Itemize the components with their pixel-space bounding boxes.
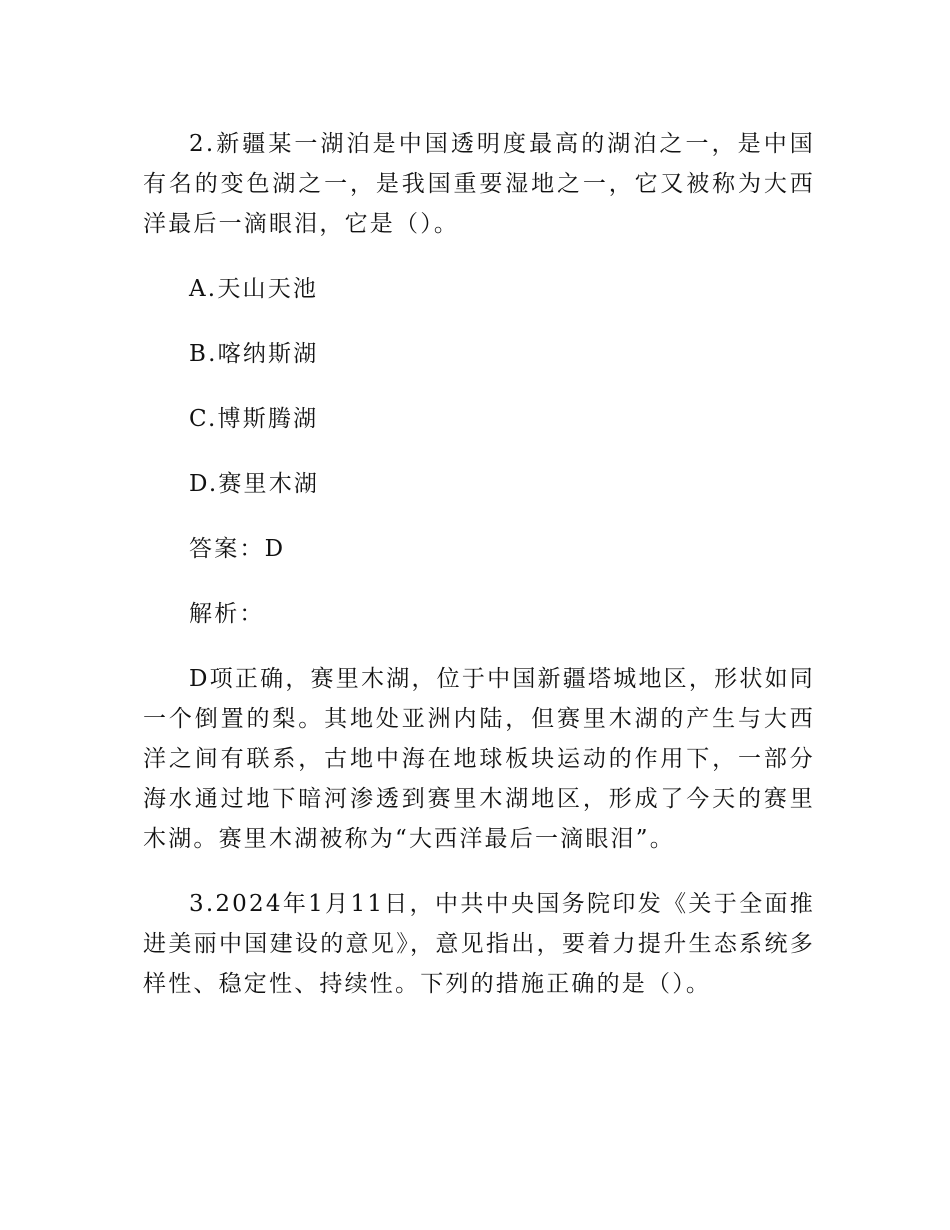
analysis-text: D项正确，赛里木湖，位于中国新疆塔城地区，形状如同一个倒置的梨。其地处亚洲内陆，但赛里木湖的产生与大西洋之间有联系，古地中海在地球板块运动的作用下，一部分海水通过地下暗河渗透到赛里木湖地区，形成了今天的赛里木湖。赛里木湖被称为“大西洋最后一滴眼泪”。 — [143, 666, 815, 852]
analysis-label: 解析： — [189, 601, 265, 627]
document-page — [143, 124, 815, 1004]
option-d: D.赛里木湖 — [189, 471, 320, 497]
option-c: C.博斯腾湖 — [189, 406, 319, 432]
option-b: B.喀纳斯湖 — [189, 341, 319, 367]
answer-line: 答案：D — [189, 536, 286, 562]
option-a: A.天山天池 — [189, 276, 319, 302]
question-2-stem: 2.新疆某一湖泊是中国透明度最高的湖泊之一，是中国有名的变色湖之一，是我国重要湿地之一，它又被称为大西洋最后一滴眼泪，它是（）。 — [143, 131, 815, 237]
question-3-stem: 3.2024年1月11日，中共中央国务院印发《关于全面推进美丽中国建设的意见》，意见指出，要着力提升生态系统多样性、稳定性、持续性。下列的措施正确的是（）。 — [143, 891, 815, 997]
